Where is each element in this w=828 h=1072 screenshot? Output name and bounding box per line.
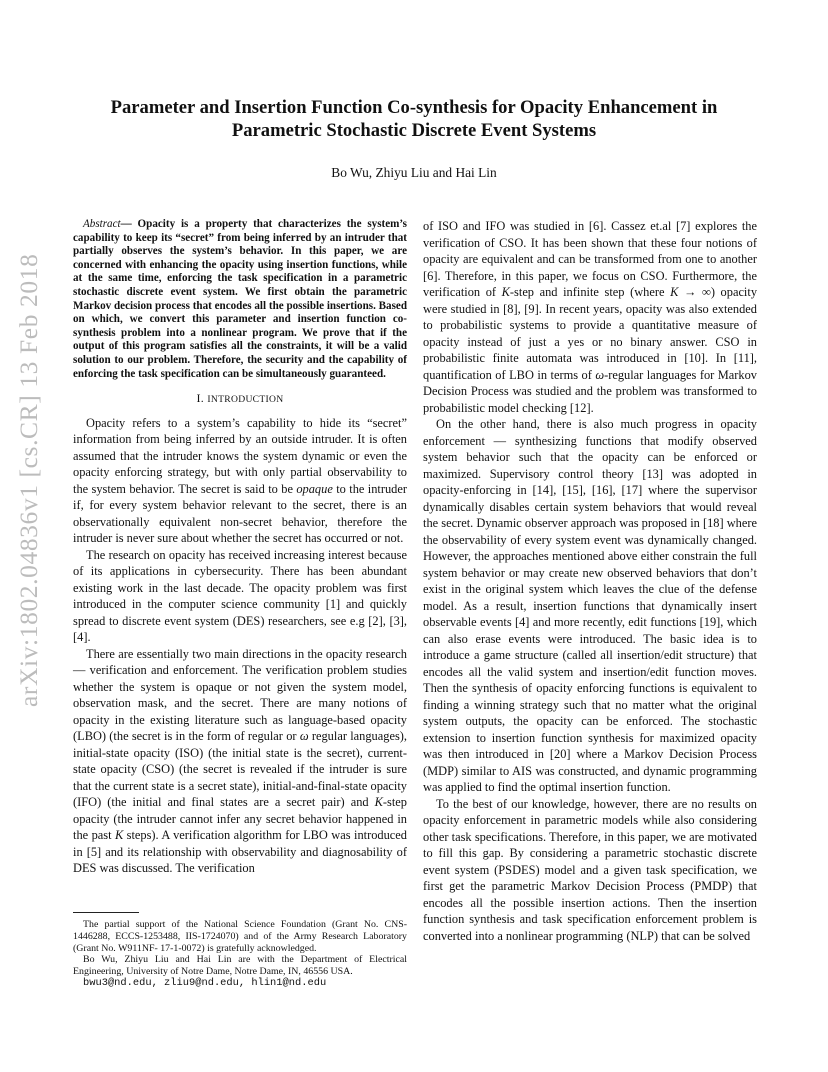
title-line-2: Parametric Stochastic Discrete Event Systems (231, 120, 597, 141)
text-run: steps). A verification algorithm for LBO was introduced in [5] and its relationship with observability and diagnosability of DES was discussed. The verification (73, 828, 407, 876)
emphasis-opaque: opaque (296, 481, 333, 496)
text-run: There are essentially two main directions in the opacity research — verification and enforcement. The verification problem studies whether the system is opaque or not given the system model, observation mask, and the secret. There are many notions of opacity in the existing literature such as language-based opacity (LBO) (the secret is in the form of regular or (73, 646, 407, 744)
math-k-to-infinity: K → ∞ (670, 285, 711, 299)
math-omega: ω (299, 729, 309, 744)
text-run: -regular languages for Markov Decision Process was studied and the problem was transformed to probabilistic model checking [12]. (423, 367, 757, 415)
footnote-affiliation: Bo Wu, Zhiyu Liu and Hai Lin are with the Department of Electrical Engineering, University of Notre Dame, Notre Dame, IN, 46556 USA. (73, 954, 407, 978)
text-run: of ISO and IFO was studied in [6]. Cassez et.al [7] explores the verification of CSO. It has been shown that these four notions of opacity are equivalent and can be transformed from one to another [6]. Therefore, in this paper, we focus on CSO. Furthermore, the verification of (423, 219, 757, 299)
footnote-funding: The partial support of the National Science Foundation (Grant No. CNS-1446288, ECCS-1253488, IIS-1724070) and of the Army Research Laboratory (Grant No. W911NF- 17-1-0072) is gratefully acknowledged. (73, 919, 407, 954)
footnote-rule (73, 912, 139, 913)
footnotes (73, 912, 407, 990)
title-line-1: Parameter and Insertion Function Co-synthesis for Opacity Enhancement in (110, 97, 718, 118)
text-run: regular languages), initial-state opacity (ISO) (the initial state is the secret), current-state opacity (CSO) (the secret is revealed if the intruder is sure that the current state is a secret state), initial-and-final-state opacity (IFO) (the initial and final states are a secret pair) and (73, 729, 407, 810)
section-name: INTRODUCTION (207, 394, 284, 406)
abstract-label: Abstract (83, 218, 121, 230)
author-list: Bo Wu, Zhiyu Liu and Hai Lin (331, 165, 497, 180)
arxiv-identifier-stamp: arXiv:1802.04836v1 [cs.CR] 13 Feb 2018 (14, 253, 43, 707)
text-run: -step and infinite step (where (509, 285, 671, 299)
footnote-emails: bwu3@nd.edu, zliu9@nd.edu, hlin1@nd.edu (83, 976, 327, 989)
right-column (423, 218, 757, 944)
abstract (73, 218, 407, 381)
intro-paragraph-1 (73, 415, 407, 547)
section-heading-introduction (73, 390, 407, 409)
left-column (73, 218, 407, 877)
math-k: K (114, 828, 124, 843)
text-run: ) opacity were studied in [8], [9]. In recent years, opacity was also extended to probabilistic systems to provide a quantitative measure of opacity instead of just a yes or no binary answer. CSO in probabilistic finite automata was introduced in [10]. In [11], quantification of LBO in terms of (423, 285, 758, 382)
intro-paragraph-3 (73, 646, 407, 877)
right-paragraph-3: To the best of our knowledge, however, there are no results on opacity enforcement in parametric models while also considering other task specifications. Therefore, in this paper, we are motivated to fill this gap. By considering a parametric stochastic discrete event system (PSDES) model and a given task specification, we first get the parametric Markov Decision Process (PMDP) that encodes all the possible insertion actions. Then the insertion function synthesis and task specification enforcement problem is converted into a nonlinear programming (NLP) that can be solved (423, 796, 757, 943)
intro-paragraph-2: The research on opacity has received increasing interest because of its applications in cybersecurity. There has been abundant existing work in the last decade. The opacity problem was first introduced in the computer science community [1] and quickly spread to discrete event system (DES) researchers, see e.g [2], [3], [4]. (73, 547, 407, 645)
text-run: Opacity refers to a system’s capability to hide its “secret” information from being inferred by an outside intruder. It is often assumed that the intruder knows the system dynamic or even the opacity enforcing strategy, but with only partial observability to the system behavior. The secret is said to be (73, 415, 407, 496)
math-k: K (374, 795, 383, 810)
math-k: K (501, 285, 510, 299)
text-run: to the intruder if, for every system behavior relevant to the secret, there is an observationally equivalent non-secret behavior, therefore the intruder is never sure about whether the secret has occurred or not. (73, 481, 408, 546)
right-paragraph-2: On the other hand, there is also much progress in opacity enforcement — synthesizing functions that modify observed system behavior such that the opacity can be enforced or maximized. Supervisory control theory [13] was adopted in opacity-enforcing in [14], [15], [16], [17] where the supervisor dynamically disables certain system behaviors that would reveal the secret. Dynamic observer approach was proposed in [18] where the observability of every system event was dynamically changed. However, the approaches mentioned above either constrain the full system behavior or may create new observed behaviors that don’t exist in the original system which leaves the clue of the defense model. As a result, insertion functions that dynamically insert observable events [4] and more recently, edit functions [19], which can also erase events were introduced. The basic idea is to introduce a game structure (called all insertion/edit structure) that encodes all the valid system and insertion/edit function moves. Then the synthesis of opacity enforcing functions is equivalent to finding a winning strategy such that no matter what the original system outputs, the opacity can be enforced. The stochastic extension to insertion function synthesis for maximized opacity was then introduced in [20] where a Markov Decision Process (MDP) similar to AIS was constructed, and dynamic programming was applied to find the optimal insertion function. (423, 417, 757, 794)
right-paragraph-1 (423, 218, 757, 416)
paper-title (60, 96, 768, 142)
section-numeral: I. (196, 391, 208, 406)
math-omega: ω (595, 367, 605, 382)
text-run: -step opacity (the intruder cannot infer any secret behavior happened in the past (73, 795, 407, 843)
abstract-text: — Opacity is a property that characterizes the system’s capability to keep its “secret” from being inferred by an intruder that partially observes the system’s behavior. In this paper, we are concerned with enhancing the opacity using insertion functions, while at the same time, enforcing the task specification in a parametric stochastic discrete event system. We first obtain the parametric Markov decision process that encodes all the possible insertions. Based on which, we convert this parameter and insertion function co-synthesis problem into a nonlinear program. We prove that if the output of this program satisfies all the constraints, it will be a valid solution to our problem. Therefore, the security and the capability of enforcing the task specification can be simultaneously guaranteed. (73, 218, 407, 380)
